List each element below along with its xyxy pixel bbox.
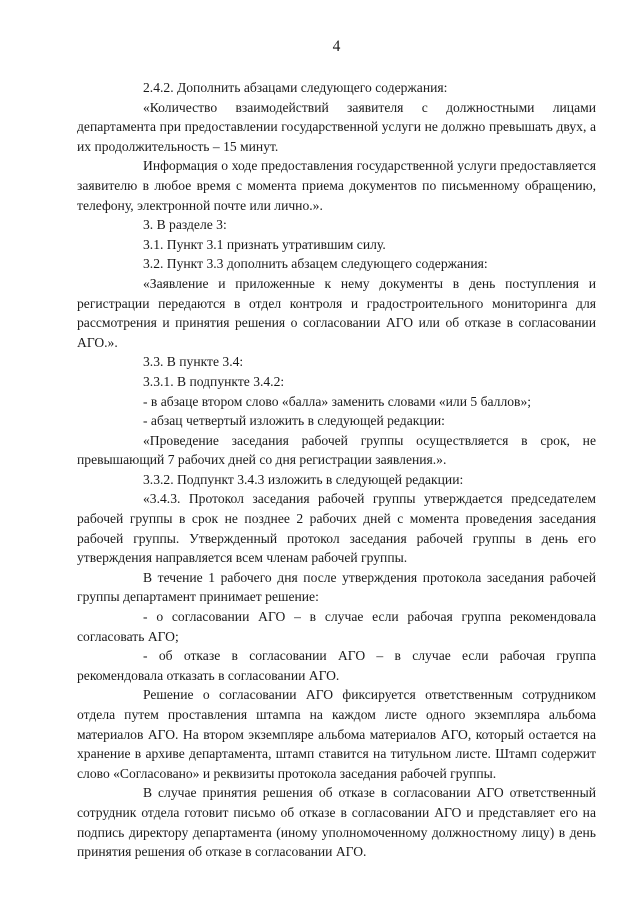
page-number: 4 [332,38,341,55]
paragraph-interactions-quote: «Количество взаимодействий заявителя с должностными лицами департамента при предоставлении государственной услуги не должно превышать двух, а их продолжительность – 15 минут. [77,99,596,154]
paragraph-information: Информация о ходе предоставления государственной услуги предоставляется заявителю в любое время с момента приема документов по письменному обращению, телефону, электронной почте или лично.». [77,158,596,213]
paragraph-2-4-2: 2.4.2. Дополнить абзацами следующего содержания: [143,80,448,95]
paragraph-approval-option: - о согласовании АГО – в случае если рабочая группа рекомендовала согласовать АГО; [77,609,596,644]
paragraph-refusal-letter: В случае принятия решения об отказе в согласовании АГО ответственный сотрудник отдела готовит письмо об отказе в согласовании АГО и представляет его на подпись директору департамента (иному уполномоченному должностному лицу) в день принятия решения об отказе в согласовании АГО. [77,785,596,860]
paragraph-balla: - в абзаце втором слово «балла» заменить словами «или 5 баллов»; [143,393,532,409]
paragraph-abzac-four: - абзац четвертый изложить в следующей редакции: [143,413,445,429]
paragraph-decision-intro: В течение 1 рабочего дня после утверждения протокола заседания рабочей группы департамент принимает решение: [77,569,596,605]
paragraph-3-2: 3.2. Пункт 3.3 дополнить абзацем следующего содержания: [143,256,488,272]
paragraph-refusal-option: - об отказе в согласовании АГО – в случае если рабочая группа рекомендовала отказать в согласовании АГО. [77,648,596,683]
paragraph-application-quote: «Заявление и приложенные к нему документы в день поступления и регистрации передаются в отдел контроля и градостроительного мониторинга для рассмотрения и принятия решения о согласовании АГО или об отказе в согласовании АГО.». [77,275,596,350]
paragraph-section-3: 3. В разделе 3: [143,217,227,233]
paragraph-3-3-1: 3.3.1. В подпункте 3.4.2: [143,373,285,389]
paragraph-3-3: 3.3. В пункте 3.4: [143,354,244,370]
paragraph-3-4-3-quote: «3.4.3. Протокол заседания рабочей группы утверждается председателем рабочей группы в срок не позднее 2 рабочих дней с момента проведения заседания рабочей группы. Утвержденный протокол заседания рабочей группы в день его утверждения направляется всем членам рабочей группы. [77,491,596,566]
paragraph-stamp: Решение о согласовании АГО фиксируется ответственным сотрудником отдела путем проставления штампа на каждом листе одного экземпляра альбома материалов АГО. На втором экземпляре альбома материалов АГО, который остается на хранение в архиве департамента, штамп ставится на титульном листе. Штамп содержит слово «Согласовано» и реквизиты протокола заседания рабочей группы. [77,687,596,781]
paragraph-3-1: 3.1. Пункт 3.1 признать утратившим силу. [143,236,386,252]
paragraph-meeting-quote: «Проведение заседания рабочей группы осуществляется в срок, не превышающий 7 рабочих дней со дня регистрации заявления.». [77,432,596,468]
paragraph-3-3-2: 3.3.2. Подпункт 3.4.3 изложить в следующей редакции: [143,471,464,487]
